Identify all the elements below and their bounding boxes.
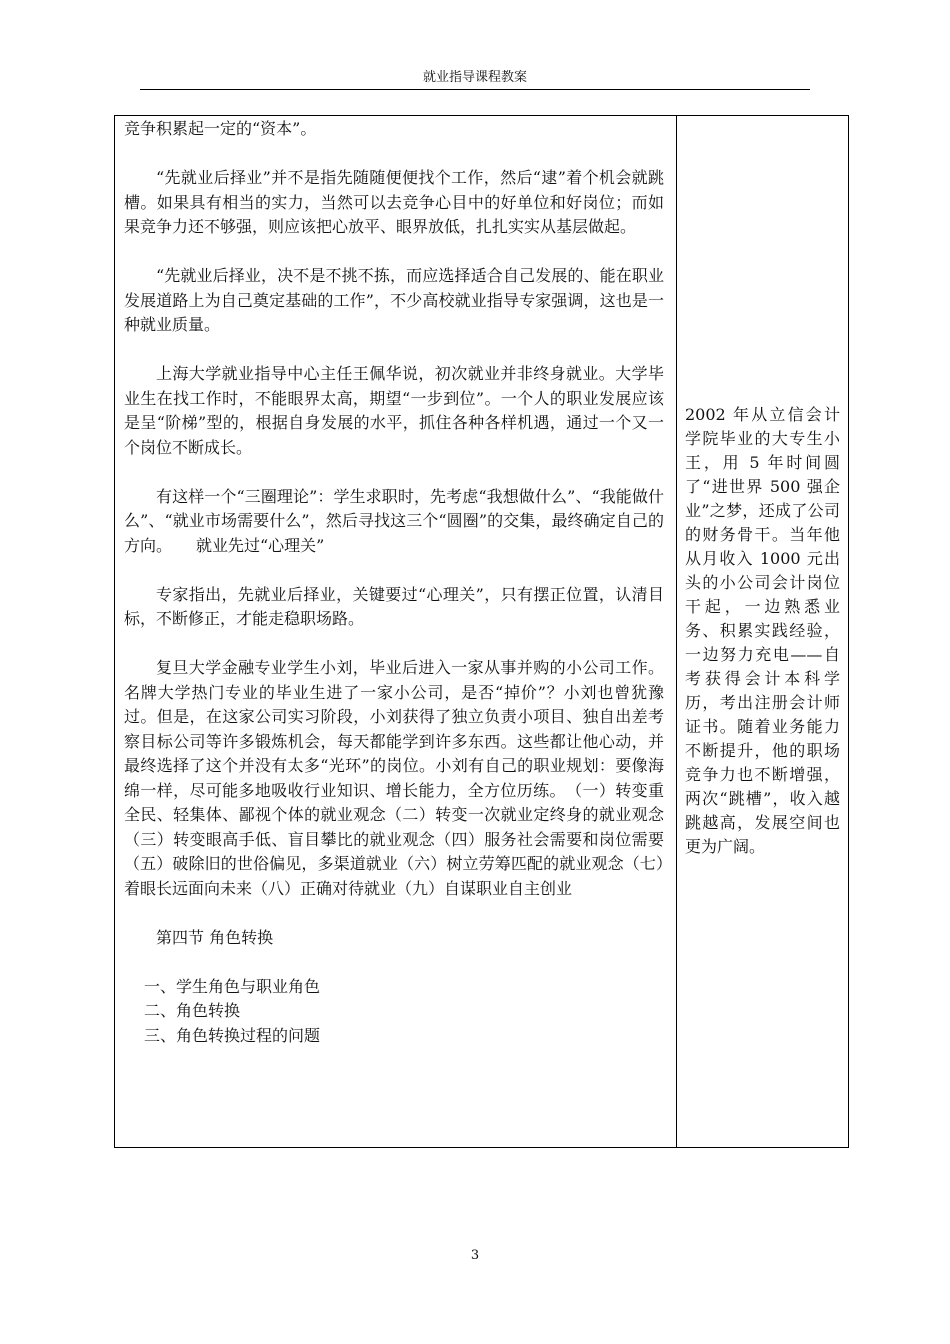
- paragraph-job-first: “先就业后择业”并不是指先随随便便找个工作，然后“逮”着个机会就跳槽。如果具有相当的实力，当然可以去竞争心目中的好单位和好岗位；而如果竞争力还不够强，则应该把心放平、眼界放低，扎扎实实从基层做起。: [124, 168, 664, 236]
- page-header-title: 就业指导课程教案: [422, 70, 527, 85]
- side-note-cell: 2002 年从立信会计学院毕业的大专生小王，用 5 年时间圆了“进世界 500 强企业”之梦，还成了公司的财务骨干。当年他从月收入 1000 元出头的小公司会计岗位干起，一边熟悉业务、积累实践经验，一边努力充电——自考获得会计本科学历，考出注册会计师证书。随着业务能力不断提升，他的职场竞争力也不断增强，两次“跳槽”，收入越跳越高，发展空间也更为广阔。: [685, 405, 840, 856]
- paragraph-expert-quote: “先就业后择业，决不是不挑不拣，而应选择适合自己发展的、能在职业发展道路上为自己奠定基础的工作”，不少高校就业指导专家强调，这也是一种就业质量。: [124, 266, 664, 334]
- paragraph-psychological-barrier: 专家指出，先就业后择业，关键要过“心理关”，只有摆正位置，认清目标，不断修正，才能走稳职场路。: [124, 584, 664, 628]
- paragraph-shanghai-university: 上海大学就业指导中心主任王佩华说，初次就业并非终身就业。大学毕业生在找工作时，不能眼界太高，期望“一步到位”。一个人的职业发展应该是呈“阶梯”型的，根据自身发展的水平，抓住各种各样机遇，通过一个又一个岗位不断成长。: [124, 364, 664, 457]
- table-column-divider: [676, 115, 677, 1148]
- page-number: 3: [470, 1248, 480, 1263]
- list-item: 二、角色转换: [144, 1001, 241, 1020]
- list-item: 一、学生角色与职业角色: [144, 976, 321, 996]
- paragraph-capital: 竞争积累起一定的“资本”。: [124, 119, 317, 138]
- paragraph-fudan-student: 复旦大学金融专业学生小刘，毕业后进入一家从事并购的小公司工作。名牌大学热门专业的毕业生进了一家小公司，是否“掉价”？小刘也曾犹豫过。但是，在这家公司实习阶段，小刘获得了独立负责小项目、独自出差考察目标公司等许多锻炼机会，每天都能学到许多东西。这些都让他心动，并最终选择了这个并没有太多“光环”的岗位。小刘有自己的职业规划：要像海绵一样，尽可能多地吸收行业知识、增长能力，全方位历练。 （一）转变重全民、轻集体、鄙视个体的就业观念（二）转变一次就业定终身的就业观念（三）转变眼高手低、盲目攀比的就业观念（四）服务社会需要和岗位需要（五）破除旧的世俗偏见，多渠道就业（六）树立劳筹匹配的就业观念（七）着眼长远面向未来（八）正确对待就业（九）自谋职业自主创业: [124, 658, 664, 898]
- list-item: 三、角色转换过程的问题: [144, 1025, 321, 1045]
- paragraph-three-circles: 有这样一个“三圈理论”：学生求职时，先考虑“我想做什么”、“我能做什么”、“就业市场需要什么”，然后寻找这三个“圆圈”的交集，最终确定自己的方向。 就业先过“心理关”: [124, 486, 664, 555]
- section-title: 第四节 角色转换: [156, 927, 274, 947]
- main-content-cell: [124, 117, 664, 1048]
- header-rule: [140, 89, 810, 90]
